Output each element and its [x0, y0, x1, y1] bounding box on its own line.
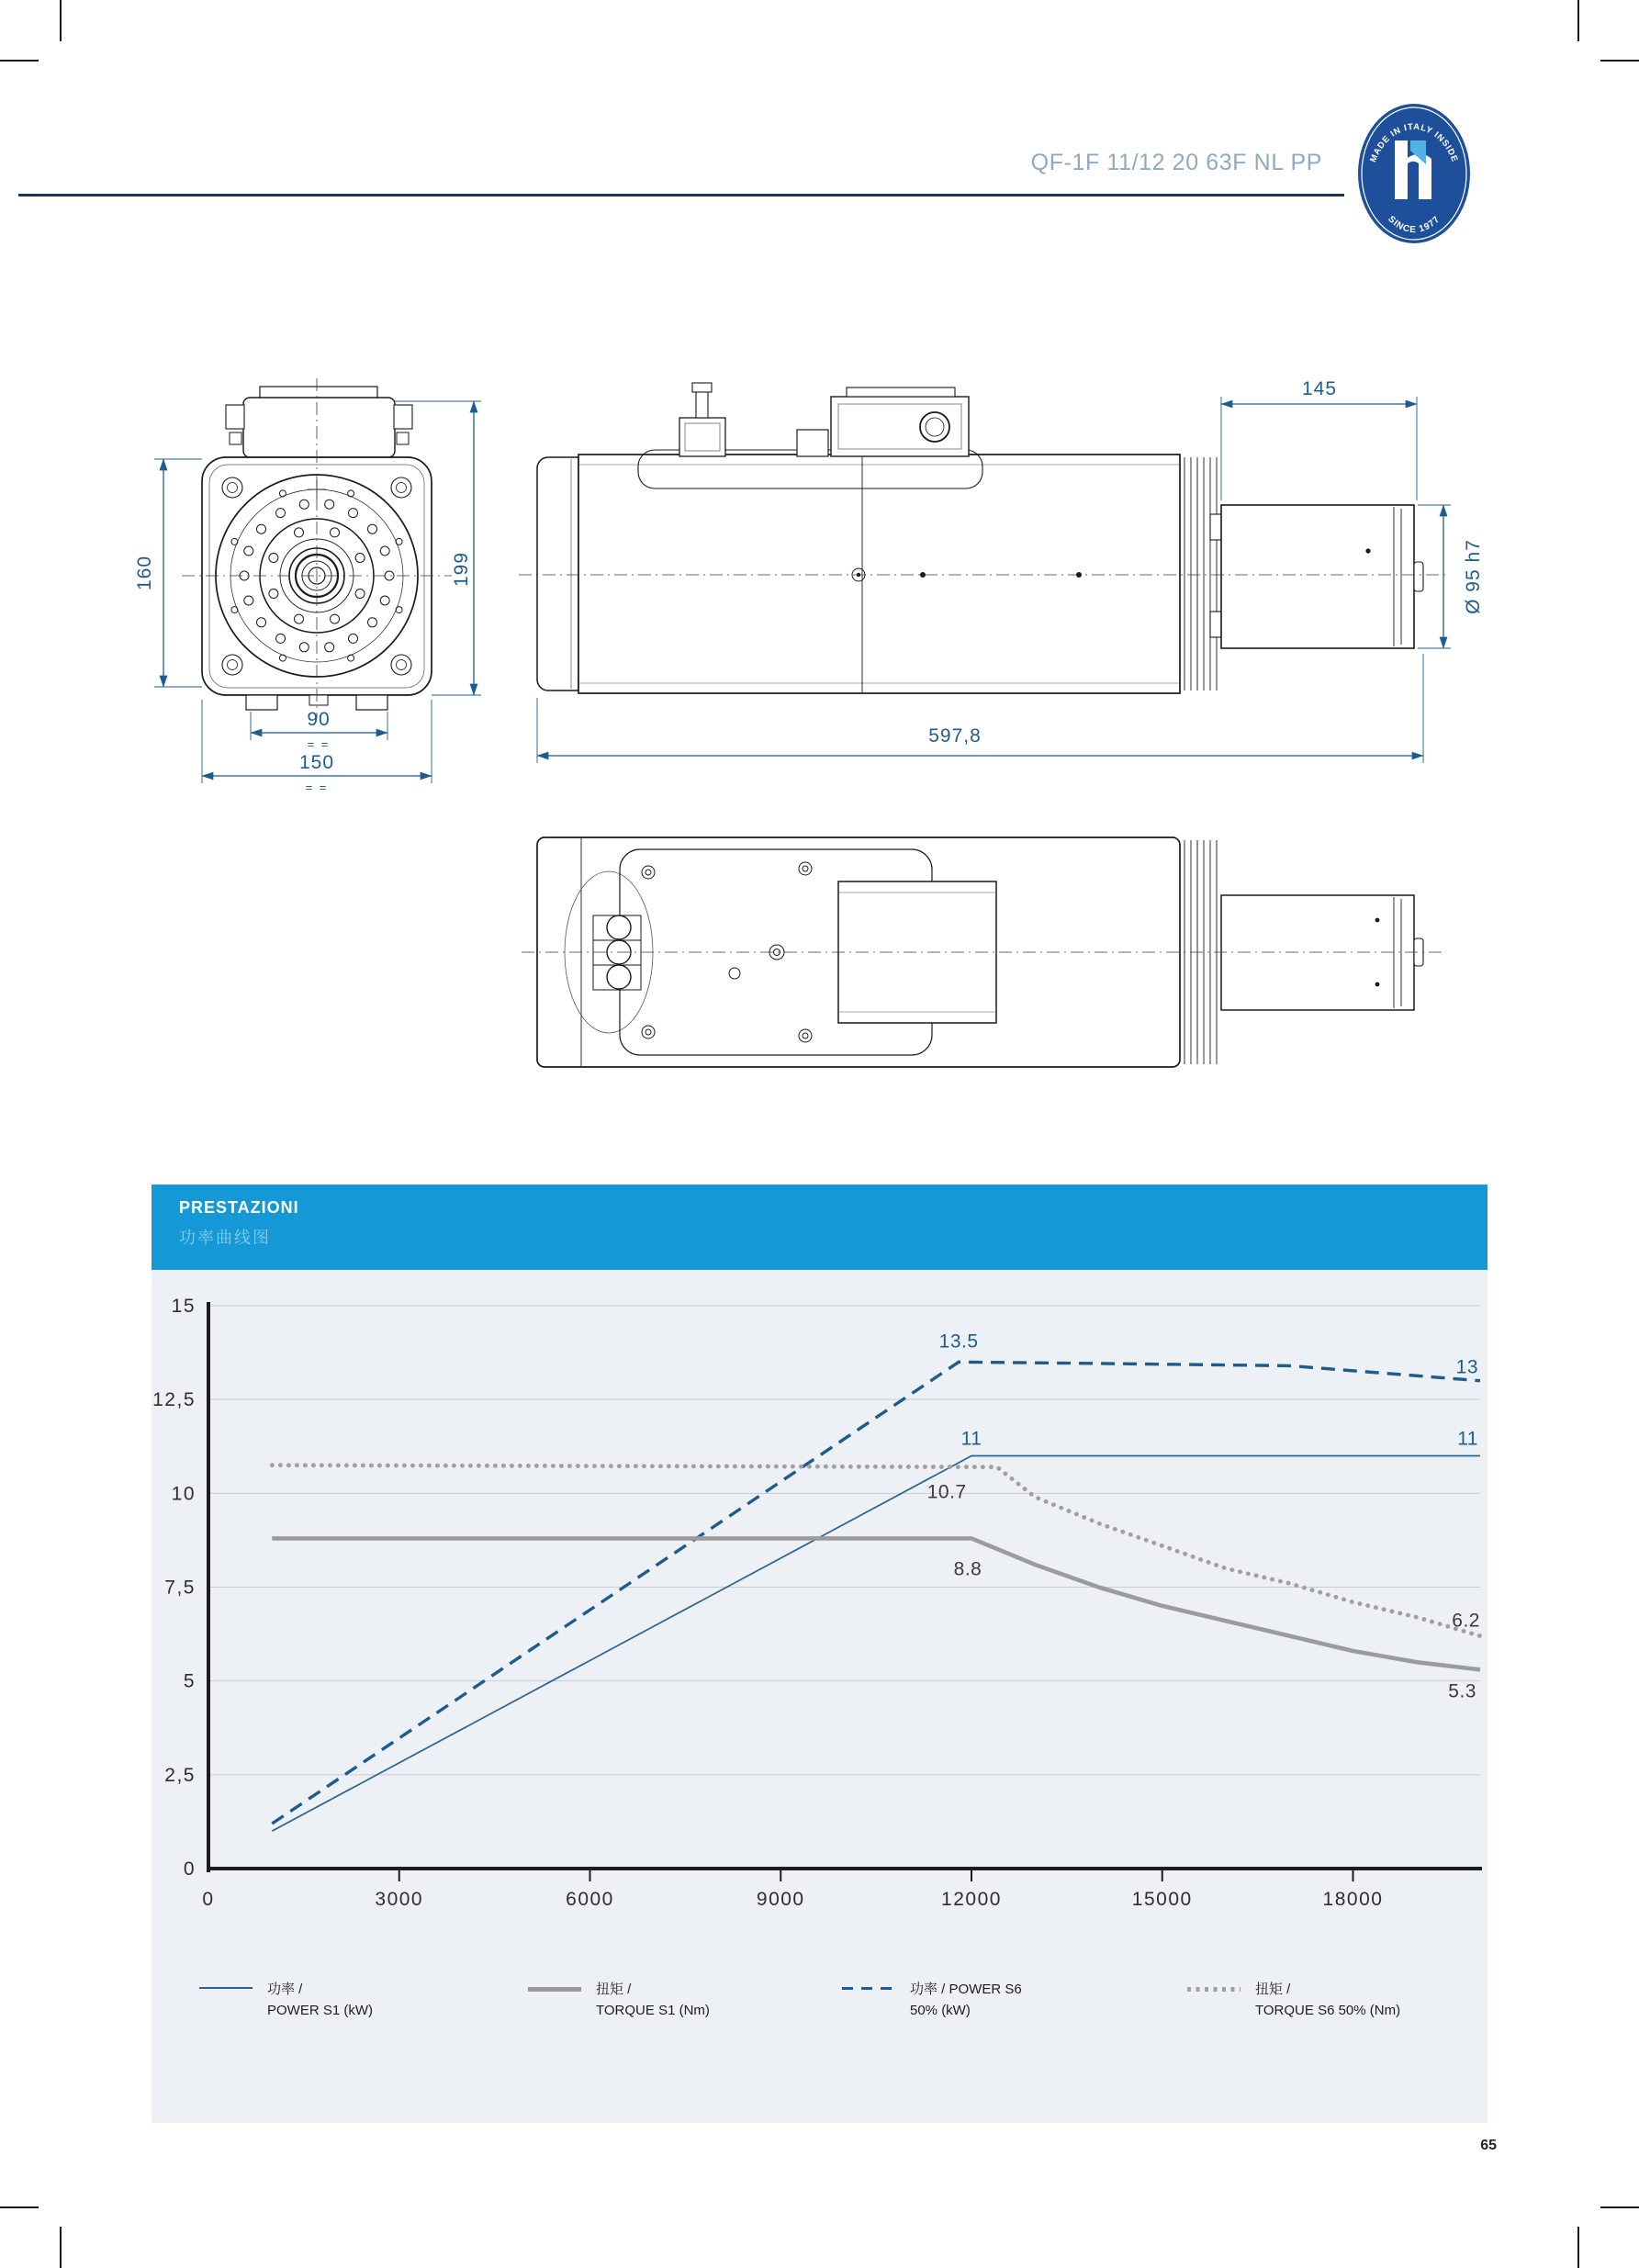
- side-view-drawing: [519, 378, 1484, 763]
- svg-text:15000: 15000: [1131, 1889, 1193, 1910]
- section-title: PRESTAZIONI: [179, 1198, 299, 1217]
- curve-power-s6-50-kw-: [272, 1362, 1480, 1824]
- curve-torque-s1-nm-: [272, 1538, 1480, 1669]
- curve-torque-s6-50-nm-: [272, 1465, 1480, 1636]
- header-rule: [18, 194, 1344, 196]
- dim-side-shaft-diameter: Ø 95 h7: [1463, 539, 1484, 614]
- crop-mark: [60, 0, 62, 41]
- crop-mark: [1577, 2227, 1579, 2268]
- crop-mark: [60, 2227, 62, 2268]
- legend-swatch-solid-thick-line: [528, 1987, 581, 1992]
- performance-chart-panel: [152, 1270, 1487, 2123]
- crop-mark: [1600, 60, 1639, 62]
- top-view-drawing: [522, 837, 1446, 1067]
- svg-text:5: 5: [183, 1670, 196, 1692]
- svg-text:2,5: 2,5: [164, 1764, 196, 1786]
- dim-front-width-inner: 90: [307, 709, 331, 730]
- legend-label-line2: TORQUE S1 (Nm): [596, 2003, 710, 2019]
- curve-value-label: 11: [960, 1428, 982, 1450]
- curve-value-label: 13.5: [938, 1330, 979, 1353]
- legend-label-line2: TORQUE S6 50% (Nm): [1255, 2003, 1401, 2019]
- svg-text:6000: 6000: [566, 1889, 614, 1910]
- svg-text:15: 15: [171, 1296, 196, 1317]
- made-in-italy-badge: [1355, 101, 1473, 246]
- svg-text:10: 10: [171, 1483, 196, 1505]
- legend-torque-s1: [528, 1979, 710, 2022]
- dim-side-total-length: 597,8: [928, 725, 982, 747]
- svg-text:12,5: 12,5: [152, 1389, 196, 1411]
- dim-front-total-height: 199: [451, 551, 472, 588]
- page-title-model: QF-1F 11/12 20 63F NL PP: [1030, 150, 1322, 175]
- legend-power-s1: [199, 1979, 373, 2022]
- performance-section-header: [152, 1185, 1487, 1270]
- curve-value-label: 10.7: [926, 1481, 967, 1503]
- curve-value-label: 6.2: [1452, 1610, 1480, 1632]
- legend-label-line1: 扭矩 /: [1255, 1982, 1291, 1997]
- legend-swatch-dotted-line: [1187, 1987, 1240, 1992]
- curve-value-label: 11: [1457, 1428, 1478, 1450]
- front-view-drawing: [134, 378, 481, 794]
- badge-arc-bottom-text: SINCE 1977: [1386, 214, 1443, 236]
- crop-mark: [0, 60, 39, 62]
- curve-value-label: 8.8: [953, 1558, 982, 1580]
- crop-mark: [1577, 0, 1579, 41]
- legend-label-line2: POWER S1 (kW): [267, 2003, 373, 2019]
- svg-text:3000: 3000: [375, 1889, 424, 1910]
- legend-swatch-dashed-line: [842, 1987, 895, 1990]
- legend-swatch-solid-thin-line: [199, 1987, 253, 1989]
- legend-label-line2: 50% (kW): [910, 2003, 971, 2019]
- symmetry-mark: = =: [307, 737, 331, 751]
- technical-drawings: [92, 349, 1524, 1083]
- legend-label-line1: 功率 / POWER S6: [910, 1982, 1022, 1997]
- svg-text:9000: 9000: [756, 1889, 805, 1910]
- svg-text:7,5: 7,5: [164, 1577, 196, 1599]
- crop-mark: [0, 2206, 39, 2208]
- dim-front-body-height: 160: [134, 555, 155, 591]
- legend-label-line1: 扭矩 /: [596, 1982, 632, 1997]
- curve-value-label: 5.3: [1448, 1680, 1476, 1702]
- svg-text:12000: 12000: [941, 1889, 1002, 1910]
- svg-text:18000: 18000: [1322, 1889, 1384, 1910]
- badge-arc-top-text: MADE IN ITALY INSIDE: [1368, 121, 1460, 164]
- legend-torque-s6: [1187, 1979, 1400, 2022]
- legend-label-line1: 功率 /: [267, 1982, 303, 1997]
- section-subtitle-cn: 功率曲线图: [179, 1229, 271, 1247]
- symmetry-mark: = =: [305, 780, 329, 794]
- legend-power-s6: [842, 1979, 1022, 2022]
- curve-value-label: 13: [1455, 1356, 1478, 1378]
- svg-text:0: 0: [183, 1858, 196, 1880]
- svg-text:0: 0: [202, 1889, 215, 1910]
- dim-side-shaft-length: 145: [1301, 378, 1338, 399]
- dim-front-width-outer: 150: [298, 752, 335, 773]
- crop-mark: [1600, 2206, 1639, 2208]
- page-number: 65: [1480, 2138, 1497, 2153]
